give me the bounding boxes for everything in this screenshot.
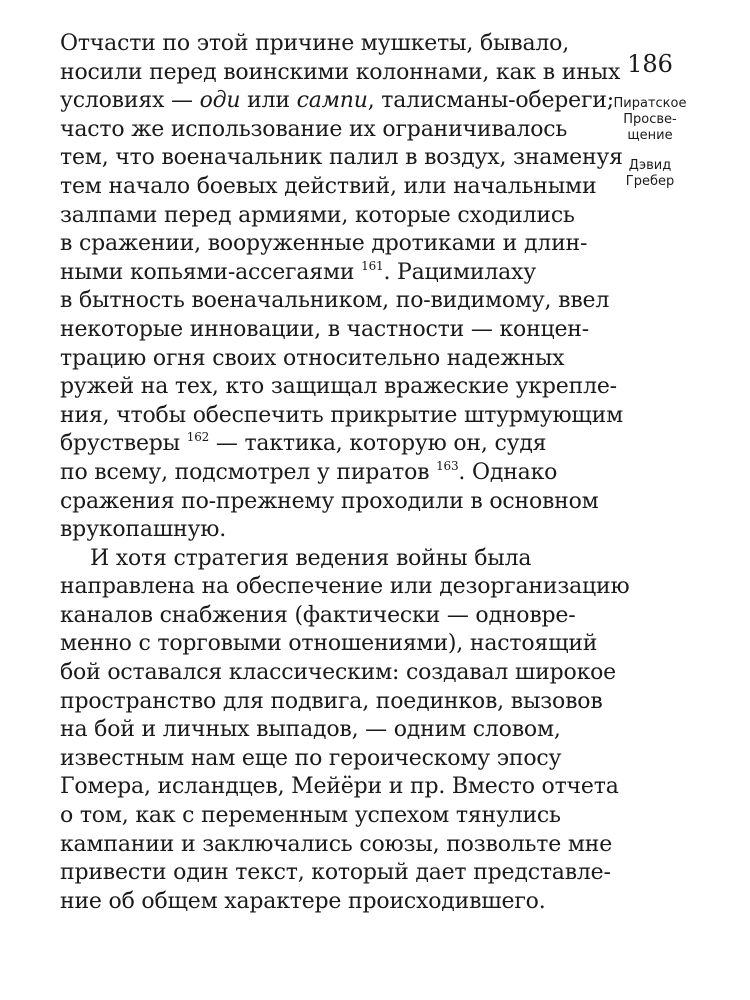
text-line: носили перед воинскими колоннами, как в иных bbox=[60, 59, 621, 85]
text-line: Гомера, исландцев, Мейёри и пр. Вместо отчета bbox=[60, 774, 619, 800]
text-line: менно с торговыми отношениями), настоящий bbox=[60, 631, 598, 657]
text-line: бой оставался классическим: создавал широкое bbox=[60, 660, 616, 686]
text-line: известным нам еще по героическому эпосу bbox=[60, 745, 562, 771]
text-line: ружей на тех, кто защищал вражеские укрепле- bbox=[60, 374, 617, 400]
text-line: ние об общем характере происходившего. bbox=[60, 888, 546, 914]
running-title-line: щение bbox=[627, 128, 673, 143]
text-line: тем, что военачальник палил в воздух, знаменуя bbox=[60, 145, 623, 171]
page-number: 186 bbox=[627, 50, 673, 78]
running-title-line: Просве- bbox=[623, 112, 677, 127]
running-title-line: Пиратское bbox=[613, 96, 687, 111]
text-line: ными копьями-ассегаями $^{161}$. Рацимилаху bbox=[60, 258, 536, 285]
margin-column bbox=[605, 50, 695, 190]
text-line: направлена на обеспечение или дезорганизацию bbox=[60, 574, 630, 600]
italic-term: сампи bbox=[296, 88, 368, 114]
text-line: тем начало боевых действий, или начальными bbox=[60, 173, 597, 199]
text-line: кампании и заключались союзы, позвольте мне bbox=[60, 831, 613, 857]
footnote-ref: 162 bbox=[186, 430, 210, 445]
text-line: по всему, подсмотрел у пиратов $^{163}$. Однако bbox=[60, 458, 558, 485]
text-line: каналов снабжения (фактически — одновре- bbox=[60, 602, 576, 628]
text-line: сражения по-прежнему проходили в основном bbox=[60, 488, 599, 514]
footnote-ref: 163 bbox=[436, 458, 459, 473]
text-line: И хотя стратегия ведения войны была bbox=[90, 545, 532, 571]
text-line: залпами перед армиями, которые сходились bbox=[60, 202, 575, 228]
text-line: ния, чтобы обеспечить прикрытие штурмующим bbox=[60, 402, 624, 428]
author-line: Дэвид bbox=[628, 158, 672, 173]
text-line: о том, как с переменным успехом тянулись bbox=[60, 803, 561, 829]
text-line: часто же использование их ограничивалось bbox=[60, 116, 568, 142]
text-line: Отчасти по этой причине мушкеты, бывало, bbox=[60, 31, 570, 56]
text-line: врукопашную. bbox=[60, 517, 226, 543]
footnote-ref: 161 bbox=[361, 258, 384, 273]
text-line: некоторые инновации, в частности — концен- bbox=[60, 316, 589, 342]
text-line: в бытность военачальником, по-видимому, ввел bbox=[60, 288, 610, 314]
text-line: условиях — оди или сампи, талисманы-обереги; bbox=[60, 88, 614, 114]
text-line: пространство для подвига, поединков, вызовов bbox=[60, 688, 603, 714]
author-line: Гребер bbox=[625, 174, 675, 189]
text-line: в сражении, вооруженные дротиками и длин- bbox=[60, 231, 588, 257]
italic-term: оди bbox=[199, 88, 241, 114]
text-line: трацию огня своих относительно надежных bbox=[60, 345, 565, 371]
text-line: на бой и личных выпадов, — одним словом, bbox=[60, 717, 561, 743]
text-line: брустверы $^{162}$ — тактика, которую он, судя bbox=[60, 430, 547, 457]
body-text bbox=[60, 30, 630, 916]
text-line: привести один текст, который дает представле- bbox=[60, 860, 611, 886]
